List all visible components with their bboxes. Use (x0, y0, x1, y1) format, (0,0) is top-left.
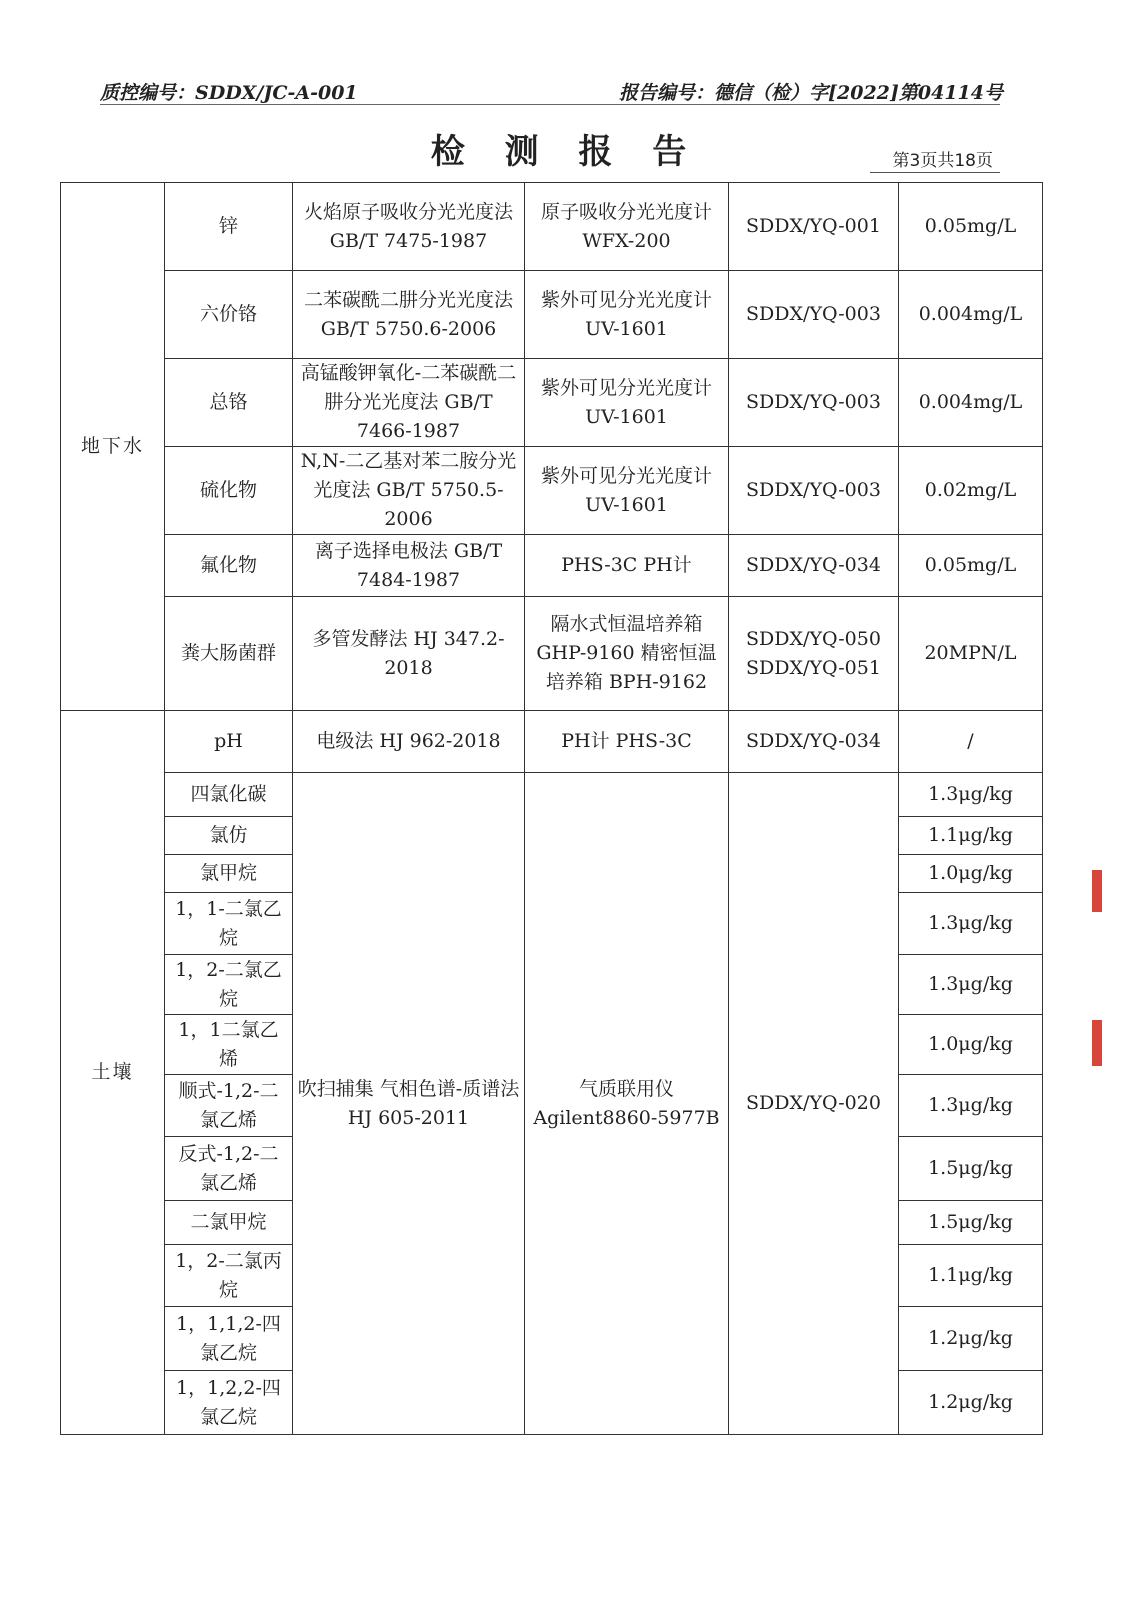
limit-cell: 1.0μg/kg (899, 855, 1043, 893)
table-row (61, 359, 1043, 447)
page-indicator: 第3页共18页 (892, 151, 993, 171)
method-cell: 离子选择电极法 GB/T 7484-1987 (293, 535, 525, 597)
page-indicator-underline (870, 172, 1000, 173)
limit-cell: 1.0μg/kg (899, 1015, 1043, 1075)
instrument-no-cell: SDDX/YQ-003 (729, 447, 899, 535)
limit-cell: / (899, 711, 1043, 773)
limit-cell: 0.004mg/L (899, 359, 1043, 447)
item-cell: 粪大肠菌群 (165, 597, 293, 711)
item-cell: pH (165, 711, 293, 773)
table-row (61, 447, 1043, 535)
item-cell: 1，1-二氯乙烷 (165, 893, 293, 955)
instrument-cell: PHS-3C PH计 (525, 535, 729, 597)
category-cell: 土壤 (61, 711, 165, 1435)
table-row (61, 271, 1043, 359)
limit-cell: 1.2μg/kg (899, 1371, 1043, 1435)
method-cell: 高锰酸钾氧化-二苯碳酰二肼分光光度法 GB/T 7466-1987 (293, 359, 525, 447)
category-cell: 地下水 (61, 183, 165, 711)
item-cell: 六价铬 (165, 271, 293, 359)
item-cell: 氟化物 (165, 535, 293, 597)
item-cell: 顺式-1,2-二氯乙烯 (165, 1075, 293, 1137)
instrument-cell: 紫外可见分光光度计 UV-1601 (525, 271, 729, 359)
item-cell: 1，1二氯乙烯 (165, 1015, 293, 1075)
seal-fragment (1092, 1020, 1102, 1066)
instrument-cell: 气质联用仪 Agilent8860-5977B (525, 773, 729, 1435)
table-row (61, 183, 1043, 271)
method-cell: 吹扫捕集 气相色谱-质谱法 HJ 605-2011 (293, 773, 525, 1435)
limit-cell: 1.5μg/kg (899, 1137, 1043, 1201)
item-cell: 反式-1,2-二氯乙烯 (165, 1137, 293, 1201)
item-cell: 二氯甲烷 (165, 1201, 293, 1245)
limit-cell: 1.1μg/kg (899, 1245, 1043, 1307)
item-cell: 四氯化碳 (165, 773, 293, 817)
page-title: 检 测 报 告 (430, 132, 701, 172)
item-cell: 1，1,1,2-四氯乙烷 (165, 1307, 293, 1371)
limit-cell: 1.3μg/kg (899, 1075, 1043, 1137)
method-cell: N,N-二乙基对苯二胺分光光度法 GB/T 5750.5-2006 (293, 447, 525, 535)
item-cell: 锌 (165, 183, 293, 271)
limit-cell: 1.3μg/kg (899, 955, 1043, 1015)
limit-cell: 0.004mg/L (899, 271, 1043, 359)
instrument-cell: 原子吸收分光光度计 WFX-200 (525, 183, 729, 271)
qc-number: 质控编号：SDDX/JC-A-001 (100, 82, 358, 104)
report-table (60, 182, 1043, 1435)
table-row (61, 711, 1043, 773)
instrument-no-cell: SDDX/YQ-034 (729, 711, 899, 773)
item-cell: 总铬 (165, 359, 293, 447)
instrument-no-cell: SDDX/YQ-020 (729, 773, 899, 1435)
seal-fragment (1092, 870, 1102, 912)
limit-cell: 1.3μg/kg (899, 893, 1043, 955)
item-cell: 硫化物 (165, 447, 293, 535)
table-row (61, 773, 1043, 817)
item-cell: 1，2-二氯丙烷 (165, 1245, 293, 1307)
method-cell: 多管发酵法 HJ 347.2-2018 (293, 597, 525, 711)
limit-cell: 1.1μg/kg (899, 817, 1043, 855)
limit-cell: 20MPN/L (899, 597, 1043, 711)
method-cell: 电级法 HJ 962-2018 (293, 711, 525, 773)
instrument-cell: 紫外可见分光光度计 UV-1601 (525, 447, 729, 535)
instrument-no-cell: SDDX/YQ-050 SDDX/YQ-051 (729, 597, 899, 711)
table-row (61, 597, 1043, 711)
instrument-no-cell: SDDX/YQ-001 (729, 183, 899, 271)
item-cell: 1，1,2,2-四氯乙烷 (165, 1371, 293, 1435)
method-cell: 火焰原子吸收分光光度法 GB/T 7475-1987 (293, 183, 525, 271)
limit-cell: 1.2μg/kg (899, 1307, 1043, 1371)
report-number: 报告编号：德信（检）字[2022]第04114号 (619, 82, 1003, 104)
header-divider (100, 104, 1000, 105)
item-cell: 氯仿 (165, 817, 293, 855)
limit-cell: 1.5μg/kg (899, 1201, 1043, 1245)
limit-cell: 0.05mg/L (899, 183, 1043, 271)
instrument-no-cell: SDDX/YQ-034 (729, 535, 899, 597)
instrument-cell: 紫外可见分光光度计 UV-1601 (525, 359, 729, 447)
limit-cell: 0.02mg/L (899, 447, 1043, 535)
table-row (61, 535, 1043, 597)
limit-cell: 0.05mg/L (899, 535, 1043, 597)
instrument-no-cell: SDDX/YQ-003 (729, 359, 899, 447)
instrument-cell: PH计 PHS-3C (525, 711, 729, 773)
limit-cell: 1.3μg/kg (899, 773, 1043, 817)
instrument-no-cell: SDDX/YQ-003 (729, 271, 899, 359)
method-cell: 二苯碳酰二肼分光光度法 GB/T 5750.6-2006 (293, 271, 525, 359)
item-cell: 氯甲烷 (165, 855, 293, 893)
instrument-cell: 隔水式恒温培养箱 GHP-9160 精密恒温培养箱 BPH-9162 (525, 597, 729, 711)
item-cell: 1，2-二氯乙烷 (165, 955, 293, 1015)
